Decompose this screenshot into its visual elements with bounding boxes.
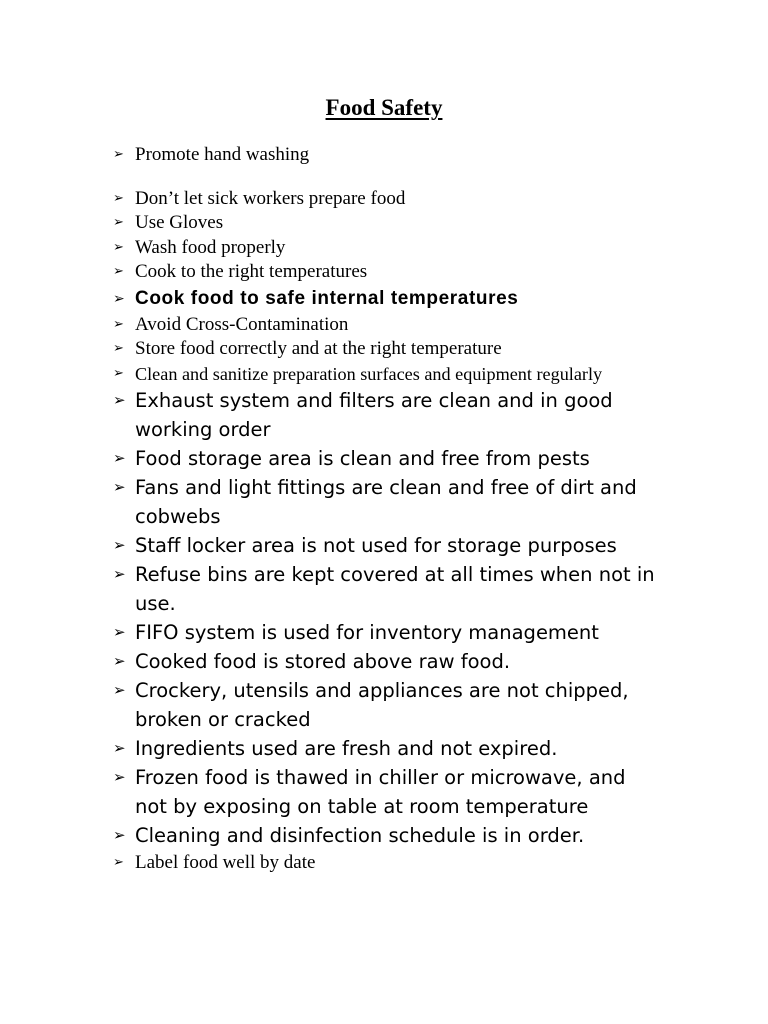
list-item-text: Label food well by date [135,852,316,873]
list-item [113,647,733,676]
list-item [113,187,733,211]
list-item-text: Cook to the right temperatures [135,261,368,282]
arrow-bullet-icon: ➢ [113,215,124,230]
list-item-text: Refuse bins are kept covered at all times when not in use. [135,563,655,615]
list-item [113,236,733,260]
arrow-bullet-icon: ➢ [113,623,126,641]
list-item-text: Don’t let sick workers prepare food [135,188,406,209]
arrow-bullet-icon: ➢ [113,291,125,307]
list-item-text: Cooked food is stored above raw food. [135,650,511,673]
list-item [113,821,733,850]
arrow-bullet-icon: ➢ [113,681,126,699]
arrow-bullet-icon: ➢ [113,565,126,583]
list-item-text: Staff locker area is not used for storage purposes [135,534,617,557]
list-item [113,313,733,337]
arrow-bullet-icon: ➢ [113,240,124,255]
arrow-bullet-icon: ➢ [113,536,126,554]
list-item [113,287,733,311]
arrow-bullet-icon: ➢ [113,478,126,496]
list-item-text: Food storage area is clean and free from pests [135,447,590,470]
arrow-bullet-icon: ➢ [113,341,124,356]
list-item [113,676,653,734]
list-item [113,734,733,763]
arrow-bullet-icon: ➢ [113,855,124,870]
arrow-bullet-icon: ➢ [113,652,126,670]
list-item-text: Cleaning and disinfection schedule is in order. [135,824,585,847]
list-item [113,444,733,473]
list-item-text: Exhaust system and filters are clean and in good working order [135,389,613,441]
arrow-bullet-icon: ➢ [113,449,126,467]
list-item-text: Frozen food is thawed in chiller or microwave, and not by exposing on table at room temperature [135,766,626,818]
list-item-text: Store food correctly and at the right temperature [135,338,502,359]
list-item-text: Avoid Cross-Contamination [135,314,349,335]
list-item-text: Ingredients used are fresh and not expired. [135,737,558,760]
list-item [113,337,733,361]
arrow-bullet-icon: ➢ [113,826,126,844]
list-item [113,260,733,284]
arrow-bullet-icon: ➢ [113,739,126,757]
list-item [113,560,683,618]
arrow-bullet-icon: ➢ [113,317,124,332]
page-title: Food Safety [325,95,443,120]
list-item [113,473,673,531]
arrow-bullet-icon: ➢ [113,191,124,206]
list-item-text: Use Gloves [135,212,224,233]
list-item-text: Wash food properly [135,237,286,258]
list-item-text: FIFO system is used for inventory management [135,621,599,644]
arrow-bullet-icon: ➢ [113,147,124,162]
list-item [113,143,733,167]
list-item [113,211,733,235]
list-item-text: Promote hand washing [135,144,310,165]
list-item-text: Fans and light fittings are clean and free of dirt and cobwebs [135,476,637,528]
list-item [113,763,653,821]
arrow-bullet-icon: ➢ [113,391,126,409]
arrow-bullet-icon: ➢ [113,366,124,381]
list-item-text: Clean and sanitize preparation surfaces and equipment regularly [135,364,603,384]
list-item [113,386,633,444]
arrow-bullet-icon: ➢ [113,768,126,786]
list-item [113,618,733,647]
list-item-text: Crockery, utensils and appliances are not chipped, broken or cracked [135,679,629,731]
arrow-bullet-icon: ➢ [113,264,124,279]
list-item [113,531,733,560]
list-item [113,362,733,386]
list-item [113,851,733,875]
list-item-text: Cook food to safe internal temperatures [135,288,519,309]
